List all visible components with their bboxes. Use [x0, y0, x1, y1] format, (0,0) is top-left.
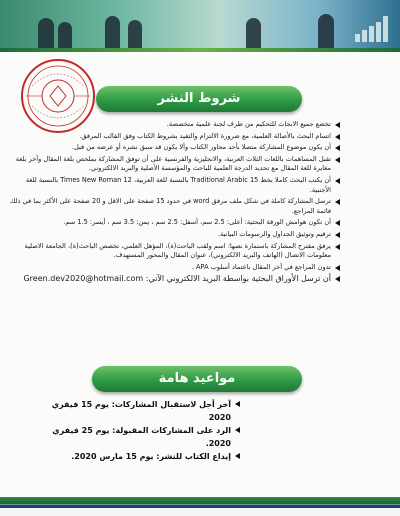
arrow-bullet-icon — [335, 134, 340, 140]
arrow-bullet-icon — [335, 232, 340, 238]
important-dates-list — [40, 398, 240, 463]
arrow-bullet-icon — [335, 157, 340, 163]
rule-item: ترقيم وتوثيق الجداول والرسومات البيانية. — [5, 230, 340, 240]
header-green-band — [0, 48, 400, 52]
terms-list — [5, 120, 340, 286]
arrow-bullet-icon — [335, 220, 340, 226]
date-item: آخر أجل لاستقبال المشاركات: يوم 15 فيفري 2020 — [40, 398, 240, 424]
footer-blue-line — [0, 505, 400, 508]
rule-item: أن تكون هوامش الورقة البحثية: أعلى: 2.5 سم، أسفل: 2.5 سم ، يمن: 3.5 سم ، أيسر: 1.5 سم. — [5, 218, 340, 228]
rule-item: أن يكون موضوع المشاركة متصلا بأحد محاور الكتاب وألا يكون قد سبق نشره أو عرضه من قبل. — [5, 143, 340, 153]
rule-item: اتسام البحث بالأصالة العلمية، مع ضرورة الالتزام والتقيد بشروط الكتاب وفق القالب المرفق. — [5, 132, 340, 142]
rule-item: ترسل المشاركة كاملة في شكل ملف مرفق word في حدود 15 صفحة على الاقل و 20 صفحة على الأكثر بما في ذلك قائمة المراجع. — [5, 197, 340, 216]
arrow-bullet-icon — [335, 122, 340, 128]
header-banner-image — [0, 0, 400, 48]
arrow-bullet-icon — [235, 401, 240, 407]
arrow-bullet-icon — [335, 145, 340, 151]
arrow-bullet-icon — [235, 427, 240, 433]
dates-section-title: مواعيد هامة — [92, 366, 302, 392]
arrow-bullet-icon — [335, 199, 340, 205]
date-item: الرد على المشاركات المقبولة: يوم 25 فيفري 2020. — [40, 424, 240, 450]
rule-item-email: أن ترسل الأوراق البحثية بواسطة البريد الالكتروني الآتي: Green.dev2020@hotmail.com — [5, 274, 340, 284]
terms-section-title: شروط النشر — [96, 86, 302, 112]
arrow-bullet-icon — [335, 276, 340, 282]
rule-item: تخضع جميع الابحاث للتحكيم من طرف لجنة علمية متخصصة. — [5, 120, 340, 130]
arrow-bullet-icon — [235, 453, 240, 459]
rule-item: تدون المراجع في آخر المقال باعتماد أسلوب APA . — [5, 263, 340, 273]
arrow-bullet-icon — [335, 265, 340, 271]
date-item: إيداع الكتاب للنشر: يوم 15 مارس 2020. — [40, 450, 240, 463]
arrow-bullet-icon — [335, 178, 340, 184]
rule-item: يرفق مقترح المشاركة باستمارة نصها: اسم ولقب الباحث(ة)، المؤهل العلمي، تخصص الباحث(ة)، الجامعة الاصلية معلومات الاتصال (الهاتف والبريد الالكتروني)، عنوان المقال والمحور المستهدف. — [5, 242, 340, 261]
rule-item: تقبل المساهمات باللغات الثلاث العربية، والانجليزية والفرنسية على أن توفق المشاركة بملخص بلغة المقال وآخر بلغة مغايرة للغة المقال مع تحديد الدرجة العلمية للباحث والمؤسسة الأصلية والبريد الالكتروني. — [5, 155, 340, 174]
rule-item: أن يكتب البحث كاملا بخط Traditional Arabic 15 بالنسبة للغة العربية، 12 Times New Roman بالنسبة للغة الأجنبية. — [5, 176, 340, 195]
arrow-bullet-icon — [335, 244, 340, 250]
